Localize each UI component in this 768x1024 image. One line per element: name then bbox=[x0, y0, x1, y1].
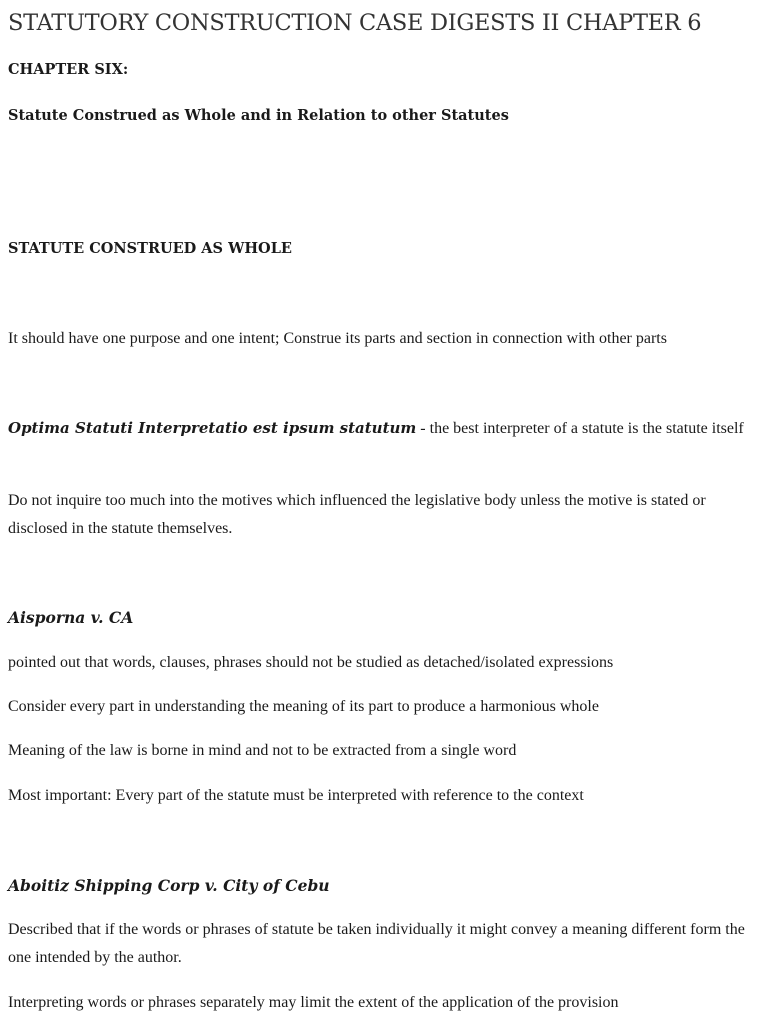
latin-maxim: Optima Statuti Interpretatio est ipsum statutum bbox=[8, 419, 417, 437]
chapter-subtitle: Statute Construed as Whole and in Relation to other Statutes bbox=[8, 107, 509, 124]
intro-paragraph: It should have one purpose and one intent; Construe its parts and section in connection with other parts bbox=[8, 330, 667, 347]
document-title: STATUTORY CONSTRUCTION CASE DIGESTS II CHAPTER 6 bbox=[8, 10, 702, 36]
case-point: Consider every part in understanding the meaning of its part to produce a harmonious whole bbox=[8, 698, 599, 715]
case-point: Meaning of the law is borne in mind and not to be extracted from a single word bbox=[8, 742, 517, 759]
case-title: Aboitiz Shipping Corp v. City of Cebu bbox=[8, 876, 330, 895]
case-title: Aisporna v. CA bbox=[8, 608, 134, 627]
case-point: pointed out that words, clauses, phrases should not be studied as detached/isolated expressions bbox=[8, 654, 614, 671]
maxim-paragraph bbox=[8, 414, 756, 443]
case-point: Most important: Every part of the statute must be interpreted with reference to the context bbox=[8, 787, 584, 804]
section-heading: STATUTE CONSTRUED AS WHOLE bbox=[8, 240, 292, 257]
maxim-meaning: - the best interpreter of a statute is the statute itself bbox=[416, 420, 744, 437]
case-point: Described that if the words or phrases of statute be taken individually it might convey a meaning different form the one intended by the author. bbox=[8, 921, 745, 966]
case-point: Interpreting words or phrases separately may limit the extent of the application of the provision bbox=[8, 994, 619, 1011]
motives-paragraph: Do not inquire too much into the motives which influenced the legislative body unless the motive is stated or disclosed in the statute themselves. bbox=[8, 492, 706, 537]
chapter-label: CHAPTER SIX: bbox=[8, 61, 129, 78]
